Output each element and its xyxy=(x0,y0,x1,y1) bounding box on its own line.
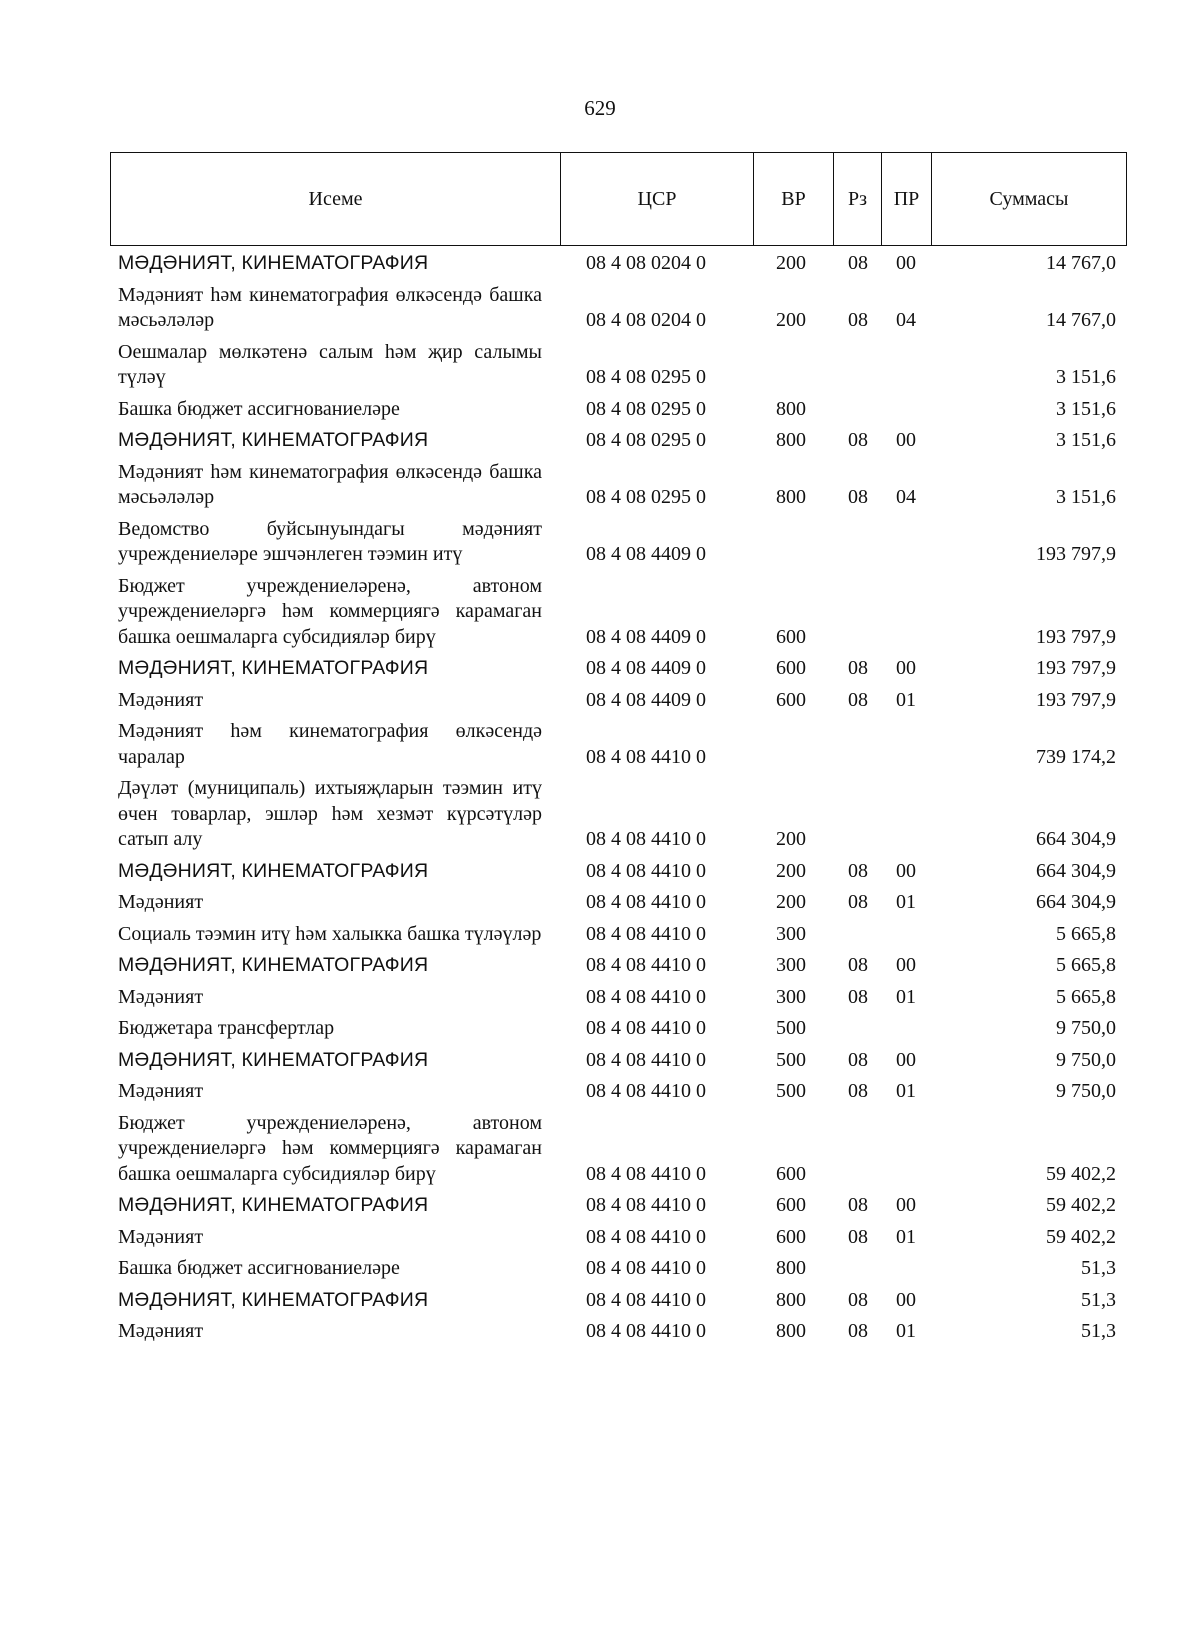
cell-pr: 04 xyxy=(896,486,916,508)
table-row xyxy=(110,1045,1126,1077)
cell-rz: 08 xyxy=(848,252,868,274)
cell-name: Мәдәният xyxy=(118,1320,204,1342)
cell-sum: 5 665,8 xyxy=(1056,954,1116,976)
cell-rz xyxy=(833,571,881,654)
cell-rz: 08 xyxy=(848,1194,868,1216)
table-row xyxy=(110,716,1126,773)
cell-vr: 200 xyxy=(776,252,806,274)
cell-vr: 500 xyxy=(776,1048,806,1071)
cell-sum: 664 304,9 xyxy=(1036,828,1116,850)
cell-csr: 08 4 08 4410 0 xyxy=(586,922,706,945)
cell-rz: 08 xyxy=(848,657,868,679)
cell-vr xyxy=(753,337,833,394)
cell-csr: 08 4 08 4409 0 xyxy=(586,688,706,711)
cell-pr xyxy=(881,571,931,654)
cell-pr: 00 xyxy=(896,859,916,882)
cell-name: Мәдәният xyxy=(118,891,204,913)
cell-sum: 59 402,2 xyxy=(1046,1194,1116,1216)
cell-pr: 01 xyxy=(896,688,916,711)
cell-vr: 600 xyxy=(776,688,806,711)
cell-sum: 9 750,0 xyxy=(1056,1017,1116,1039)
table-row xyxy=(110,248,1126,280)
table-row xyxy=(110,1108,1126,1191)
cell-rz: 08 xyxy=(848,1225,868,1248)
cell-rz: 08 xyxy=(848,985,868,1008)
cell-rz: 08 xyxy=(848,1048,868,1071)
cell-vr: 300 xyxy=(776,985,806,1008)
cell-pr xyxy=(881,773,931,856)
cell-csr: 08 4 08 4410 0 xyxy=(586,1257,706,1279)
cell-sum: 9 750,0 xyxy=(1056,1048,1116,1071)
cell-csr: 08 4 08 4410 0 xyxy=(586,1017,706,1039)
cell-pr: 01 xyxy=(896,1225,916,1248)
cell-name: Мәдәният xyxy=(118,1225,204,1248)
cell-csr: 08 4 08 4410 0 xyxy=(586,1288,706,1311)
table-row xyxy=(110,1076,1126,1108)
table-row xyxy=(110,887,1126,919)
cell-sum: 3 151,6 xyxy=(1056,429,1116,451)
cell-vr: 800 xyxy=(776,486,806,508)
cell-vr: 600 xyxy=(776,1162,806,1185)
cell-name: Мәдәният һәм кинематография өлкәсендә башка мәсьәләләр xyxy=(118,460,542,508)
cell-rz: 08 xyxy=(848,859,868,882)
cell-pr: 00 xyxy=(896,429,916,451)
cell-vr xyxy=(753,716,833,773)
table-row xyxy=(110,1316,1126,1348)
cell-csr: 08 4 08 4410 0 xyxy=(586,828,706,850)
table-row xyxy=(110,1013,1126,1045)
cell-name: МӘДӘНИЯТ, КИНЕМАТОГРАФИЯ xyxy=(118,657,429,679)
cell-pr: 00 xyxy=(896,1194,916,1216)
cell-vr: 500 xyxy=(776,1080,806,1102)
cell-rz xyxy=(833,1108,881,1191)
cell-name: Бюджетара трансфертлар xyxy=(118,1017,335,1039)
cell-name: Мәдәният xyxy=(118,985,204,1008)
cell-rz: 08 xyxy=(848,429,868,451)
cell-vr: 600 xyxy=(776,1194,806,1216)
cell-sum: 739 174,2 xyxy=(1036,745,1116,768)
cell-pr: 01 xyxy=(896,1320,916,1342)
cell-csr: 08 4 08 4410 0 xyxy=(586,985,706,1008)
cell-vr: 800 xyxy=(776,1320,806,1342)
cell-sum: 3 151,6 xyxy=(1056,486,1116,508)
cell-csr: 08 4 08 4410 0 xyxy=(586,891,706,913)
cell-rz xyxy=(833,514,881,571)
cell-rz: 08 xyxy=(848,688,868,711)
cell-sum: 5 665,8 xyxy=(1056,922,1116,945)
cell-rz: 08 xyxy=(848,1080,868,1102)
cell-name: МӘДӘНИЯТ, КИНЕМАТОГРАФИЯ xyxy=(118,954,429,976)
cell-vr: 200 xyxy=(776,828,806,850)
cell-name: Бюджет учреждениеләренә, автоном учреждениеләргә һәм коммерциягә карамаган башка оешмаларга субсидияләр бирү xyxy=(118,1111,542,1185)
cell-vr: 800 xyxy=(776,1288,806,1311)
cell-name: МӘДӘНИЯТ, КИНЕМАТОГРАФИЯ xyxy=(118,859,429,882)
cell-csr: 08 4 08 4410 0 xyxy=(586,1225,706,1248)
cell-pr: 01 xyxy=(896,985,916,1008)
cell-csr: 08 4 08 4410 0 xyxy=(586,859,706,882)
cell-name: МӘДӘНИЯТ, КИНЕМАТОГРАФИЯ xyxy=(118,1288,429,1311)
cell-pr xyxy=(881,514,931,571)
cell-name: МӘДӘНИЯТ, КИНЕМАТОГРАФИЯ xyxy=(118,1194,429,1216)
cell-pr xyxy=(881,1013,931,1045)
cell-csr: 08 4 08 0295 0 xyxy=(586,486,706,508)
cell-name: Социаль тәэмин итү һәм халыкка башка түләүләр xyxy=(118,922,542,945)
cell-pr xyxy=(881,1253,931,1285)
cell-sum: 14 767,0 xyxy=(1046,309,1116,331)
table-row xyxy=(110,457,1126,514)
cell-pr: 04 xyxy=(896,309,916,331)
cell-rz: 08 xyxy=(848,954,868,976)
cell-pr xyxy=(881,919,931,951)
cell-name: МӘДӘНИЯТ, КИНЕМАТОГРАФИЯ xyxy=(118,1048,429,1071)
cell-sum: 5 665,8 xyxy=(1056,985,1116,1008)
cell-vr: 600 xyxy=(776,657,806,679)
cell-rz xyxy=(833,337,881,394)
table-header xyxy=(110,152,1127,246)
cell-rz: 08 xyxy=(848,891,868,913)
cell-name: Бюджет учреждениеләренә, автоном учреждениеләргә һәм коммерциягә карамаган башка оешмаларга субсидияләр бирү xyxy=(118,574,542,648)
cell-name: МӘДӘНИЯТ, КИНЕМАТОГРАФИЯ xyxy=(118,429,429,451)
cell-csr: 08 4 08 4409 0 xyxy=(586,625,706,648)
cell-sum: 51,3 xyxy=(1081,1288,1116,1311)
cell-pr: 00 xyxy=(896,657,916,679)
cell-vr: 800 xyxy=(776,1257,806,1279)
table-row xyxy=(110,982,1126,1014)
cell-sum: 3 151,6 xyxy=(1056,397,1116,420)
cell-csr: 08 4 08 4410 0 xyxy=(586,954,706,976)
page-number: 629 xyxy=(584,96,616,120)
cell-name: Мәдәният һәм кинематография өлкәсендә чаралар xyxy=(118,720,542,768)
table-row xyxy=(110,514,1126,571)
table-row xyxy=(110,950,1126,982)
cell-name: Башка бюджет ассигнованиеләре xyxy=(118,1257,400,1279)
cell-sum: 664 304,9 xyxy=(1036,859,1116,882)
cell-pr: 00 xyxy=(896,252,916,274)
cell-csr: 08 4 08 4410 0 xyxy=(586,1320,706,1342)
cell-pr: 01 xyxy=(896,891,916,913)
cell-csr: 08 4 08 4410 0 xyxy=(586,745,706,768)
budget-table-body xyxy=(110,248,1126,1348)
cell-pr: 00 xyxy=(896,954,916,976)
cell-name: Дәүләт (муниципаль) ихтыяҗларын тәэмин итү өчен товарлар, эшләр һәм хезмәт күрсәтүләр сатып алу xyxy=(118,777,542,850)
cell-vr: 300 xyxy=(776,954,806,976)
table-row xyxy=(110,1190,1126,1222)
cell-csr: 08 4 08 0295 0 xyxy=(586,397,706,420)
cell-vr: 200 xyxy=(776,309,806,331)
cell-pr: 01 xyxy=(896,1080,916,1102)
cell-name: Мәдәният xyxy=(118,1080,204,1102)
cell-vr: 600 xyxy=(776,625,806,648)
cell-pr xyxy=(881,394,931,426)
table-row xyxy=(110,1222,1126,1254)
table-row xyxy=(110,571,1126,654)
cell-csr: 08 4 08 4410 0 xyxy=(586,1194,706,1216)
cell-csr: 08 4 08 4409 0 xyxy=(586,657,706,679)
cell-sum: 59 402,2 xyxy=(1046,1225,1116,1248)
cell-csr: 08 4 08 0204 0 xyxy=(586,309,706,331)
cell-vr: 800 xyxy=(776,397,806,420)
cell-csr: 08 4 08 4410 0 xyxy=(586,1048,706,1071)
table-row xyxy=(110,653,1126,685)
budget-table xyxy=(110,248,1126,1348)
cell-name: Мәдәният һәм кинематография өлкәсендә башка мәсьәләләр xyxy=(118,283,542,331)
cell-name: Ведомство буйсынуындагы мәдәният учреждениеләре эшчәнлеген тәэмин итү xyxy=(118,517,542,565)
cell-vr: 200 xyxy=(776,891,806,913)
table-row xyxy=(110,1253,1126,1285)
cell-pr xyxy=(881,1108,931,1191)
cell-sum: 51,3 xyxy=(1081,1320,1116,1342)
cell-vr xyxy=(753,514,833,571)
table-row xyxy=(110,1285,1126,1317)
cell-rz xyxy=(833,773,881,856)
cell-rz: 08 xyxy=(848,486,868,508)
table-row xyxy=(110,773,1126,856)
cell-csr: 08 4 08 0295 0 xyxy=(586,366,706,388)
header-csr: ЦСР xyxy=(561,153,754,246)
cell-rz xyxy=(833,1253,881,1285)
cell-rz xyxy=(833,716,881,773)
table-row xyxy=(110,425,1126,457)
cell-rz: 08 xyxy=(848,1320,868,1342)
table-row xyxy=(110,685,1126,717)
cell-sum: 193 797,9 xyxy=(1036,688,1116,711)
header-vr: ВР xyxy=(754,153,834,246)
cell-sum: 664 304,9 xyxy=(1036,891,1116,913)
cell-name: Оешмалар мөлкәтенә салым һәм җир салымы түләү xyxy=(118,340,542,388)
cell-sum: 193 797,9 xyxy=(1036,543,1116,565)
cell-rz xyxy=(833,1013,881,1045)
header-rz: Рз xyxy=(834,153,882,246)
cell-csr: 08 4 08 0204 0 xyxy=(586,252,706,274)
cell-vr: 500 xyxy=(776,1017,806,1039)
header-sum: Суммасы xyxy=(932,153,1127,246)
cell-sum: 3 151,6 xyxy=(1056,366,1116,388)
cell-sum: 193 797,9 xyxy=(1036,625,1116,648)
cell-csr: 08 4 08 4410 0 xyxy=(586,1162,706,1185)
header-pr: ПР xyxy=(882,153,932,246)
header-name: Исеме xyxy=(111,153,561,246)
cell-sum: 14 767,0 xyxy=(1046,252,1116,274)
cell-pr: 00 xyxy=(896,1288,916,1311)
cell-pr: 00 xyxy=(896,1048,916,1071)
cell-vr: 800 xyxy=(776,429,806,451)
cell-rz: 08 xyxy=(848,309,868,331)
cell-vr: 600 xyxy=(776,1225,806,1248)
cell-sum: 51,3 xyxy=(1081,1257,1116,1279)
table-row xyxy=(110,394,1126,426)
cell-sum: 193 797,9 xyxy=(1036,657,1116,679)
cell-pr xyxy=(881,337,931,394)
cell-sum: 59 402,2 xyxy=(1046,1162,1116,1185)
cell-pr xyxy=(881,716,931,773)
cell-rz xyxy=(833,919,881,951)
cell-csr: 08 4 08 0295 0 xyxy=(586,429,706,451)
table-row xyxy=(110,280,1126,337)
cell-rz xyxy=(833,394,881,426)
table-row xyxy=(110,337,1126,394)
cell-vr: 200 xyxy=(776,859,806,882)
cell-csr: 08 4 08 4410 0 xyxy=(586,1080,706,1102)
table-row xyxy=(110,856,1126,888)
cell-rz: 08 xyxy=(848,1288,868,1311)
cell-vr: 300 xyxy=(776,922,806,945)
cell-name: МӘДӘНИЯТ, КИНЕМАТОГРАФИЯ xyxy=(118,252,429,274)
cell-csr: 08 4 08 4409 0 xyxy=(586,543,706,565)
table-row xyxy=(110,919,1126,951)
cell-name: Башка бюджет ассигнованиеләре xyxy=(118,397,400,420)
cell-name: Мәдәният xyxy=(118,688,204,711)
cell-sum: 9 750,0 xyxy=(1056,1080,1116,1102)
